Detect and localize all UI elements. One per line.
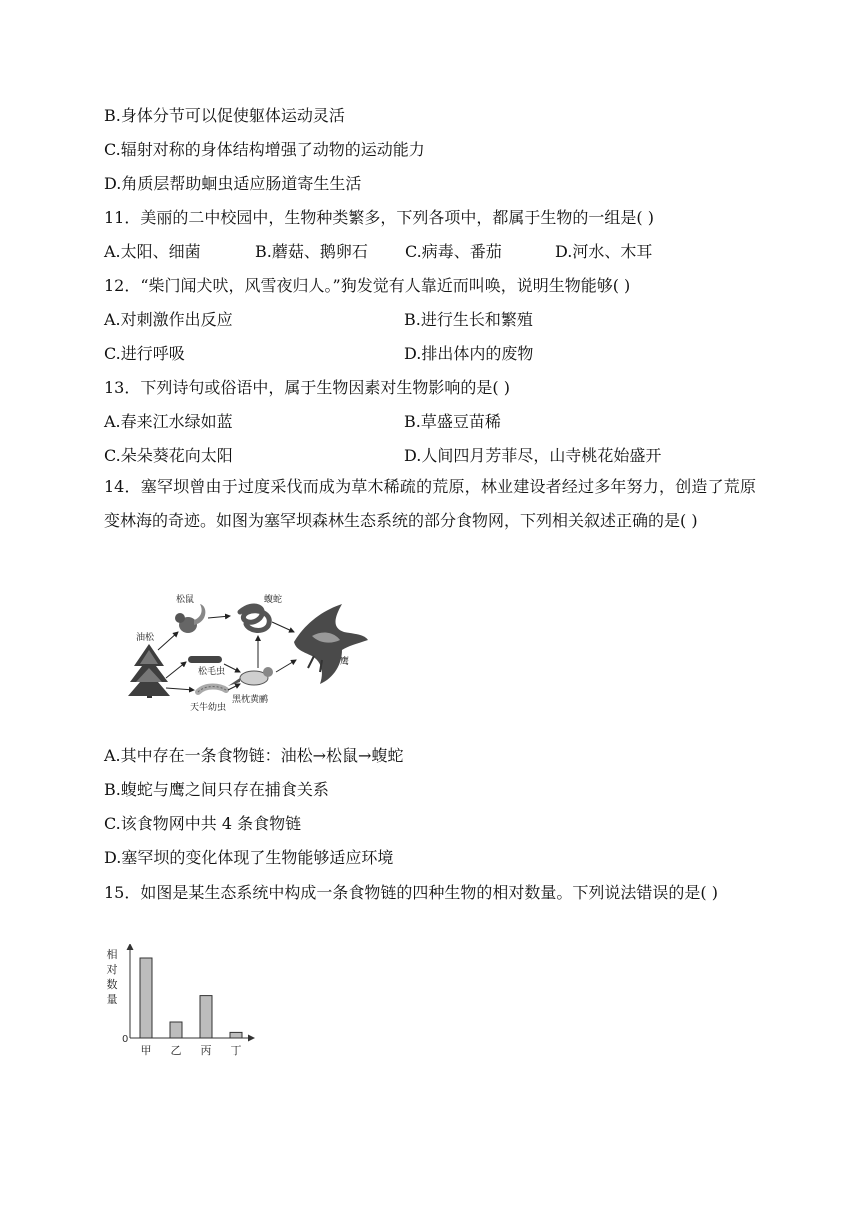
label-eagle: 鹰 xyxy=(340,657,350,667)
x-tick-label: 乙 xyxy=(170,1044,182,1057)
label-larva: 天牛幼虫 xyxy=(190,703,227,713)
larva-icon xyxy=(198,687,226,693)
y-axis-label-char: 相 xyxy=(106,948,118,961)
viper-icon xyxy=(240,606,269,631)
q14-option-a: A.其中存在一条食物链：油松→松鼠→蝮蛇 xyxy=(104,746,404,765)
q13-option-d: D.人间四月芳菲尽，山寺桃花始盛开 xyxy=(404,446,662,465)
q10-option-d: D.角质层帮助蛔虫适应肠道寄生生活 xyxy=(104,174,362,193)
q14-option-c: C.该食物网中共 4 条食物链 xyxy=(104,814,302,833)
q12-option-c: C.进行呼吸 xyxy=(104,344,185,363)
eagle-icon xyxy=(294,604,368,684)
food-web-figure xyxy=(128,592,378,716)
bar-丙 xyxy=(200,996,212,1038)
q15-stem xyxy=(104,876,756,910)
q11-option-c: C.病毒、番茄 xyxy=(405,242,502,261)
bar-乙 xyxy=(170,1022,182,1038)
q14-option-b: B.蝮蛇与鹰之间只存在捕食关系 xyxy=(104,780,329,799)
label-squirrel: 松鼠 xyxy=(176,595,195,605)
x-tick-label: 甲 xyxy=(140,1044,152,1057)
food-web-arrows xyxy=(158,616,296,690)
caterpillar-icon xyxy=(188,656,222,663)
q13-option-b: B.草盛豆苗稀 xyxy=(404,412,501,431)
q13-option-c: C.朵朵葵花向太阳 xyxy=(104,446,233,465)
q12-option-b: B.进行生长和繁殖 xyxy=(404,310,533,329)
q15-stem-text: 15．如图是某生态系统中构成一条食物链的四种生物的相对数量。下列说法错误的是( ) xyxy=(104,883,718,902)
q10-option-c: C.辐射对称的身体结构增强了动物的运动能力 xyxy=(104,140,425,159)
q11-option-b: B.蘑菇、鹅卵石 xyxy=(255,242,368,261)
squirrel-icon xyxy=(175,604,205,633)
x-tick-label: 丁 xyxy=(230,1044,242,1057)
q11-option-d: D.河水、木耳 xyxy=(555,242,653,261)
q10-option-b: B.身体分节可以促使躯体运动灵活 xyxy=(104,106,345,125)
label-viper: 蝮蛇 xyxy=(264,595,283,605)
y-axis-label-char: 数 xyxy=(106,978,118,991)
q15-bar-chart xyxy=(104,944,260,1060)
bar-丁 xyxy=(230,1032,242,1038)
q14-option-d: D.塞罕坝的变化体现了生物能够适应环境 xyxy=(104,848,394,867)
q13-stem: 13．下列诗句或俗语中，属于生物因素对生物影响的是( ) xyxy=(104,378,510,397)
y-axis-label-char: 对 xyxy=(106,963,118,976)
q11-option-a: A.太阳、细菌 xyxy=(104,242,201,261)
y-axis-label xyxy=(107,947,118,1006)
label-oriole: 黑枕黄鹂 xyxy=(232,695,269,705)
pine-tree-icon xyxy=(128,644,170,698)
q12-stem: 12．“柴门闻犬吠，风雪夜归人。”狗发觉有人靠近而叫唤，说明生物能够( ) xyxy=(104,276,631,295)
bar-甲 xyxy=(140,958,152,1038)
origin-label: 0 xyxy=(122,1034,129,1045)
x-tick-label: 丙 xyxy=(200,1044,212,1057)
q13-option-a: A.春来江水绿如蓝 xyxy=(104,412,233,431)
q11-stem: 11．美丽的二中校园中，生物种类繁多，下列各项中，都属于生物的一组是( ) xyxy=(104,208,654,227)
q12-option-d: D.排出体内的废物 xyxy=(404,344,534,363)
y-axis-label-char: 量 xyxy=(106,993,118,1006)
q14-stem: 14．塞罕坝曾由于过度采伐而成为草木稀疏的荒原，林业建设者经过多年努力，创造了荒原变林海的奇迹。如图为塞罕坝森林生态系统的部分食物网，下列相关叙述正确的是( ) xyxy=(104,477,756,530)
q12-option-a: A.对刺激作出反应 xyxy=(104,310,233,329)
label-caterpillar: 松毛虫 xyxy=(198,667,226,677)
label-pine: 油松 xyxy=(136,633,155,643)
